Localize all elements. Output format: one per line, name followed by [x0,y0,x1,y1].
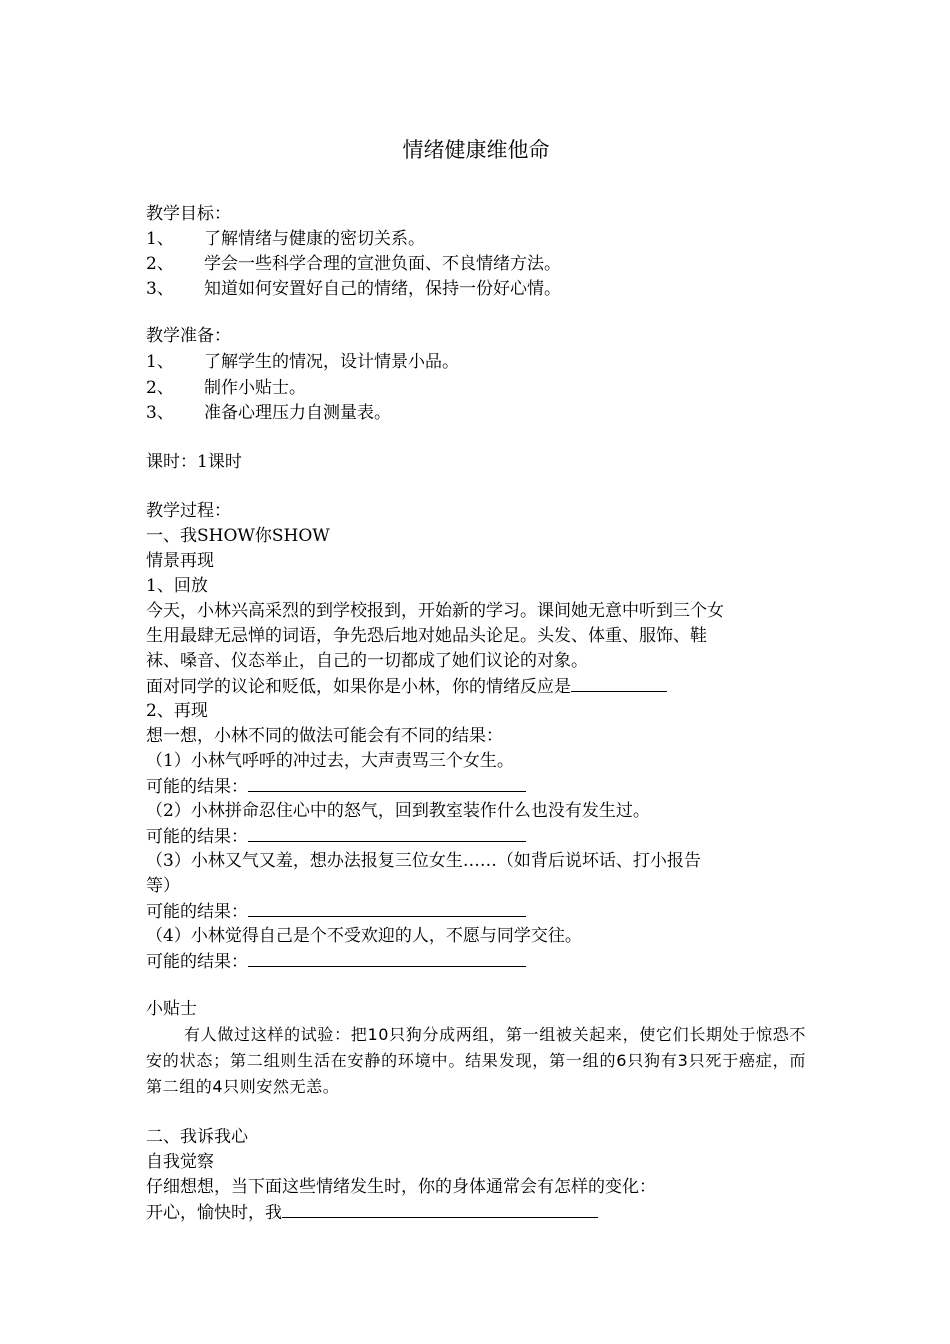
page-title: 情绪健康维他命 [402,138,550,162]
result-line [146,899,526,924]
replay-title: 1、回放 [146,576,208,596]
result-blank[interactable] [248,899,526,917]
goal-text: 知道如何安置好自己的情绪，保持一份好心情。 [204,279,561,299]
part2-title: 二、我诉我心 [146,1127,248,1147]
tips-body: 有人做过这样的试验：把10只狗分成两组，第一组被关起来，使它们长期处于惊恐不安的状态；第二组则生活在安静的环境中。结果发现，第一组的6只狗有3只死于癌症，而第二组的4只则安然无恙。 [146,1025,806,1096]
part1-title: 一、我SHOW你SHOW [146,526,330,546]
result-blank[interactable] [248,824,526,842]
result-label: 可能的结果： [146,952,248,972]
result-line [146,949,526,974]
goal-text: 学会一些科学合理的宣泄负面、不良情绪方法。 [204,254,561,274]
story-line: 今天，小林兴高采烈的到学校报到，开始新的学习。课间她无意中听到三个女 [146,601,724,621]
prep-num: 1、 [146,352,174,372]
goal-num: 2、 [146,254,174,274]
goal-item [146,227,425,251]
result-label: 可能的结果： [146,827,248,847]
story-line: 袜、嗓音、仪态举止，自己的一切都成了她们议论的对象。 [146,651,588,671]
result-blank[interactable] [248,949,526,967]
goal-item [146,252,561,276]
part2-sub: 自我觉察 [146,1152,214,1172]
prep-heading: 教学准备： [146,326,231,346]
prep-item [146,376,306,400]
reshow-title: 2、再现 [146,701,208,721]
result-line [146,774,526,799]
case-3: （3）小林又气又羞，想办法报复三位女生……（如背后说坏话、打小报告 [146,851,701,871]
question-line [146,674,667,699]
scene-label: 情景再现 [146,551,214,571]
answer-blank[interactable] [571,674,667,692]
result-line [146,824,526,849]
result-blank[interactable] [248,774,526,792]
goal-num: 3、 [146,279,174,299]
happy-label: 开心，愉快时，我 [146,1203,282,1223]
prep-item [146,401,391,425]
prep-item [146,350,459,374]
happy-blank[interactable] [282,1200,598,1218]
think-line: 想一想，小林不同的做法可能会有不同的结果： [146,726,503,746]
case-3-cont: 等） [146,876,180,896]
happy-line [146,1200,598,1225]
case-4: （4）小林觉得自己是个不受欢迎的人，不愿与同学交往。 [146,926,582,946]
part2-prompt: 仔细想想，当下面这些情绪发生时，你的身体通常会有怎样的变化： [146,1177,656,1197]
case-1: （1）小林气呼呼的冲过去，大声责骂三个女生。 [146,751,514,771]
case-2: （2）小林拼命忍住心中的怒气，回到教室装作什么也没有发生过。 [146,801,650,821]
prep-text: 了解学生的情况，设计情景小品。 [204,352,459,372]
process-heading: 教学过程： [146,501,231,521]
story-line: 生用最肆无忌惮的词语，争先恐后地对她品头论足。头发、体重、服饰、鞋 [146,626,707,646]
goal-num: 1、 [146,229,174,249]
result-label: 可能的结果： [146,777,248,797]
prep-text: 制作小贴士。 [204,378,306,398]
result-label: 可能的结果： [146,902,248,922]
question-text: 面对同学的议论和贬低，如果你是小林，你的情绪反应是 [146,677,571,697]
goal-item [146,277,561,301]
prep-text: 准备心理压力自测量表。 [204,403,391,423]
goals-heading: 教学目标： [146,204,231,224]
class-hours: 课时：1课时 [146,452,242,472]
prep-num: 3、 [146,403,174,423]
prep-num: 2、 [146,378,174,398]
goal-text: 了解情绪与健康的密切关系。 [204,229,425,249]
tips-heading: 小贴士 [146,999,197,1019]
